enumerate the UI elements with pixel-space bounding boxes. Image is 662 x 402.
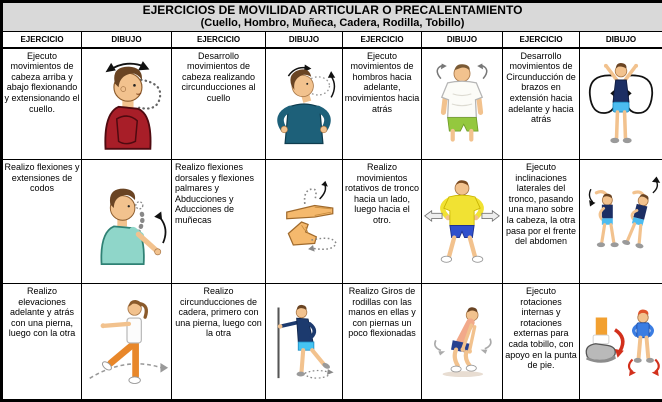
- knee-circles-illustration: [424, 291, 500, 393]
- exercise-cell: Realizo movimientos rotativos de tronco hacia un lado, luego hacia el otro.: [343, 160, 422, 284]
- column-header-ejercicio-1: EJERCICIO: [2, 32, 82, 48]
- exercise-cell: Desarrollo movimientos de Circunducción de brazos en extensión hacia adelante y hacia atrás: [503, 48, 580, 160]
- ankle-rotation-illustration: [580, 291, 662, 393]
- exercise-cell: Realizo flexiones y extensiones de codos: [2, 160, 82, 284]
- exercise-cell: Ejecuto inclinaciones laterales del tronco, pasando una mano sobre la cabeza, la otra pasa por el frente del abdomen: [503, 160, 580, 284]
- trunk-lateral-bend-illustration: [580, 170, 662, 274]
- exercise-cell: Realizo elevaciones adelante y atrás con una pierna, luego con la otra: [2, 284, 82, 401]
- exercise-cell: Ejecuto movimientos de hombros hacia adelante, movimientos hacia atrás: [343, 48, 422, 160]
- table-title: [2, 2, 662, 32]
- column-header-ejercicio-3: EJERCICIO: [343, 32, 422, 48]
- table-row: [2, 48, 662, 160]
- table-row: [2, 284, 662, 401]
- elbow-flexion-illustration: [84, 170, 170, 274]
- drawing-cell: [422, 48, 503, 160]
- drawing-cell: [266, 284, 343, 401]
- arm-circumduction-illustration: [581, 52, 661, 156]
- hip-circumduction-illustration: [267, 292, 341, 392]
- drawing-cell: [580, 48, 662, 160]
- drawing-cell: [422, 284, 503, 401]
- drawing-cell: [422, 160, 503, 284]
- exercise-cell: Realizo flexiones dorsales y flexiones palmares y Abducciones y Aducciones de muñecas: [172, 160, 266, 284]
- column-header-dibujo-3: DIBUJO: [422, 32, 503, 48]
- title-band: [2, 2, 662, 32]
- title-line-1: EJERCICIOS DE MOVILIDAD ARTICULAR O PRECALENTAMIENTO: [142, 3, 523, 17]
- column-header-row: [2, 32, 662, 48]
- head-flexion-extension-illustration: [85, 54, 169, 154]
- exercise-cell: Ejecuto rotaciones internas y rotaciones externas para cada tobillo, con apoyo en la punta de pie.: [503, 284, 580, 401]
- exercise-cell: Realizo Giros de rodillas con las manos en ellas y con piernas un poco flexionadas: [343, 284, 422, 401]
- column-header-dibujo-4: DIBUJO: [580, 32, 662, 48]
- drawing-cell: [266, 160, 343, 284]
- drawing-cell: [580, 284, 662, 401]
- exercise-cell: Realizo circunducciones de cadera, primero con una pierna, luego con la otra: [172, 284, 266, 401]
- table-row: [2, 160, 662, 284]
- drawing-cell: [266, 48, 343, 160]
- wrist-movements-illustration: [267, 172, 341, 272]
- title-line-2: (Cuello, Hombro, Muñeca, Cadera, Rodilla, Tobillo): [200, 17, 465, 29]
- drawing-cell: [82, 48, 172, 160]
- exercise-cell: Desarrollo movimientos de cabeza realizando circunducciones al cuello: [172, 48, 266, 160]
- column-header-dibujo-1: DIBUJO: [82, 32, 172, 48]
- drawing-cell: [82, 284, 172, 401]
- leg-swing-illustration: [84, 291, 170, 393]
- exercise-cell: Ejecuto movimientos de cabeza arriba y abajo flexionando y extensionando el cuello.: [2, 48, 82, 160]
- column-header-ejercicio-4: EJERCICIO: [503, 32, 580, 48]
- drawing-cell: [82, 160, 172, 284]
- column-header-dibujo-2: DIBUJO: [266, 32, 343, 48]
- trunk-rotation-illustration: [423, 171, 501, 273]
- neck-circumduction-illustration: [267, 54, 341, 154]
- shoulder-roll-illustration: [424, 54, 500, 154]
- column-header-ejercicio-2: EJERCICIO: [172, 32, 266, 48]
- drawing-cell: [580, 160, 662, 284]
